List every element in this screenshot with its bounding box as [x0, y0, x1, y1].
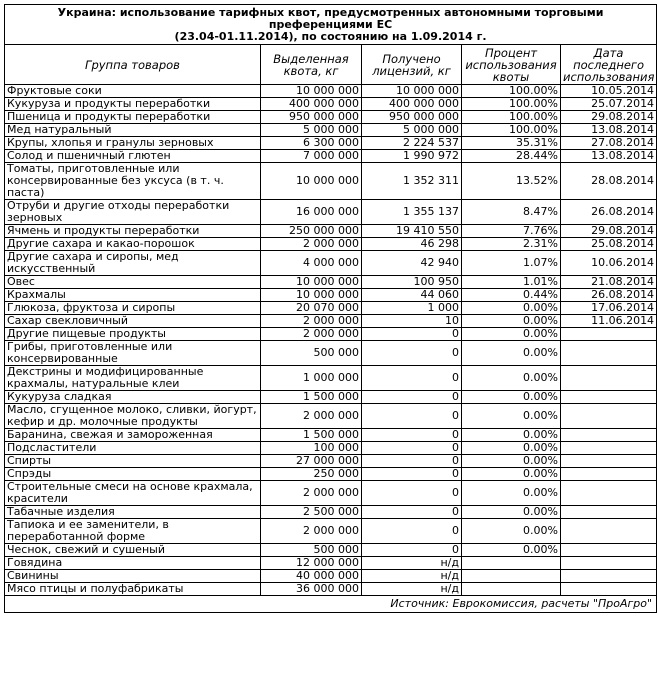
cell-group: Спрэды [5, 468, 261, 481]
cell-group: Тапиока и ее заменители, в переработанной форме [5, 519, 261, 544]
cell-quota: 950 000 000 [261, 111, 362, 124]
title-line-1: Украина: использование тарифных квот, предусмотренных автономными торговыми преференциями ЕС [57, 6, 604, 31]
cell-date: 28.08.2014 [561, 163, 657, 200]
cell-date [561, 429, 657, 442]
table-row [5, 557, 657, 570]
cell-date: 17.06.2014 [561, 302, 657, 315]
cell-percent: 13.52% [462, 163, 561, 200]
cell-percent: 0.00% [462, 442, 561, 455]
cell-licenses: 950 000 000 [362, 111, 462, 124]
table-row [5, 302, 657, 315]
cell-quota: 2 000 000 [261, 404, 362, 429]
cell-licenses: н/д [362, 557, 462, 570]
table-row [5, 341, 657, 366]
quota-table-container [4, 4, 656, 613]
cell-group: Масло, сгущенное молоко, сливки, йогурт, кефир и др. молочные продукты [5, 404, 261, 429]
cell-group: Строительные смеси на основе крахмала, красители [5, 481, 261, 506]
cell-licenses: 400 000 000 [362, 98, 462, 111]
cell-quota: 6 300 000 [261, 137, 362, 150]
table-row [5, 238, 657, 251]
source-note: Источник: Еврокомиссия, расчеты "ПроАгро" [5, 596, 657, 613]
cell-group: Подсластители [5, 442, 261, 455]
cell-group: Кукуруза сладкая [5, 391, 261, 404]
cell-percent: 28.44% [462, 150, 561, 163]
table-row [5, 137, 657, 150]
table-row [5, 544, 657, 557]
cell-percent: 0.00% [462, 366, 561, 391]
cell-date [561, 519, 657, 544]
table-row [5, 455, 657, 468]
cell-date: 26.08.2014 [561, 289, 657, 302]
header-percent: Процент использования квоты [462, 45, 561, 85]
cell-group: Табачные изделия [5, 506, 261, 519]
cell-percent: 0.00% [462, 544, 561, 557]
cell-quota: 2 000 000 [261, 238, 362, 251]
cell-licenses: 0 [362, 404, 462, 429]
cell-percent: 0.00% [462, 506, 561, 519]
table-row [5, 98, 657, 111]
cell-date: 25.07.2014 [561, 98, 657, 111]
cell-date [561, 583, 657, 596]
cell-date: 26.08.2014 [561, 200, 657, 225]
cell-group: Грибы, приготовленные или консервированные [5, 341, 261, 366]
table-row [5, 570, 657, 583]
table-row [5, 481, 657, 506]
cell-date [561, 506, 657, 519]
cell-quota: 2 000 000 [261, 328, 362, 341]
cell-date [561, 455, 657, 468]
cell-licenses: 44 060 [362, 289, 462, 302]
cell-date: 10.06.2014 [561, 251, 657, 276]
cell-date [561, 557, 657, 570]
title-line-2: (23.04-01.11.2014), по состоянию на 1.09.2014 г. [174, 30, 487, 43]
cell-group: Баранина, свежая и замороженная [5, 429, 261, 442]
cell-quota: 2 000 000 [261, 481, 362, 506]
cell-percent: 0.00% [462, 481, 561, 506]
cell-licenses: 42 940 [362, 251, 462, 276]
cell-quota: 40 000 000 [261, 570, 362, 583]
cell-percent: 0.00% [462, 341, 561, 366]
cell-licenses: 19 410 550 [362, 225, 462, 238]
cell-percent: 1.07% [462, 251, 561, 276]
cell-group: Другие сахара и сиропы, мед искусственный [5, 251, 261, 276]
cell-quota: 36 000 000 [261, 583, 362, 596]
cell-percent: 2.31% [462, 238, 561, 251]
cell-date [561, 404, 657, 429]
cell-quota: 2 000 000 [261, 315, 362, 328]
cell-date [561, 544, 657, 557]
table-row [5, 391, 657, 404]
cell-date: 29.08.2014 [561, 225, 657, 238]
cell-licenses: 0 [362, 519, 462, 544]
cell-licenses: 1 000 [362, 302, 462, 315]
cell-percent: 0.00% [462, 519, 561, 544]
cell-date [561, 442, 657, 455]
cell-quota: 10 000 000 [261, 85, 362, 98]
header-date: Дата последнего использования [561, 45, 657, 85]
cell-date: 13.08.2014 [561, 150, 657, 163]
table-row [5, 429, 657, 442]
table-row [5, 442, 657, 455]
cell-quota: 250 000 [261, 468, 362, 481]
cell-group: Другие сахара и какао-порошок [5, 238, 261, 251]
cell-date [561, 481, 657, 506]
table-row [5, 519, 657, 544]
cell-percent: 100.00% [462, 124, 561, 137]
cell-group: Крахмалы [5, 289, 261, 302]
cell-percent: 100.00% [462, 98, 561, 111]
table-row [5, 124, 657, 137]
table-row [5, 506, 657, 519]
table-row [5, 251, 657, 276]
cell-date: 25.08.2014 [561, 238, 657, 251]
cell-quota: 16 000 000 [261, 200, 362, 225]
table-title [5, 5, 657, 45]
table-row [5, 150, 657, 163]
table-row [5, 276, 657, 289]
cell-date: 13.08.2014 [561, 124, 657, 137]
cell-licenses: 1 355 137 [362, 200, 462, 225]
cell-licenses: н/д [362, 570, 462, 583]
cell-group: Овес [5, 276, 261, 289]
source-row [5, 596, 657, 613]
table-row [5, 225, 657, 238]
table-row [5, 315, 657, 328]
cell-quota: 27 000 000 [261, 455, 362, 468]
cell-licenses: 0 [362, 391, 462, 404]
table-title-row [5, 5, 657, 45]
cell-date: 29.08.2014 [561, 111, 657, 124]
table-row [5, 583, 657, 596]
cell-group: Свинины [5, 570, 261, 583]
table-row [5, 289, 657, 302]
cell-group: Ячмень и продукты переработки [5, 225, 261, 238]
table-header-row [5, 45, 657, 85]
cell-licenses: 0 [362, 366, 462, 391]
cell-group: Другие пищевые продукты [5, 328, 261, 341]
cell-group: Мясо птицы и полуфабрикаты [5, 583, 261, 596]
cell-date [561, 468, 657, 481]
cell-percent: 7.76% [462, 225, 561, 238]
cell-percent: 0.00% [462, 404, 561, 429]
cell-group: Глюкоза, фруктоза и сиропы [5, 302, 261, 315]
header-licenses: Получено лицензий, кг [362, 45, 462, 85]
cell-group: Отруби и другие отходы переработки зерновых [5, 200, 261, 225]
cell-quota: 2 000 000 [261, 519, 362, 544]
cell-quota: 2 500 000 [261, 506, 362, 519]
cell-quota: 1 000 000 [261, 366, 362, 391]
cell-group: Кукуруза и продукты переработки [5, 98, 261, 111]
cell-percent: 8.47% [462, 200, 561, 225]
cell-licenses: 0 [362, 506, 462, 519]
cell-date: 10.05.2014 [561, 85, 657, 98]
cell-licenses: 1 990 972 [362, 150, 462, 163]
cell-quota: 7 000 000 [261, 150, 362, 163]
cell-group: Солод и пшеничный глютен [5, 150, 261, 163]
cell-percent: 100.00% [462, 85, 561, 98]
cell-date: 21.08.2014 [561, 276, 657, 289]
cell-group: Пшеница и продукты переработки [5, 111, 261, 124]
cell-licenses: 10 [362, 315, 462, 328]
cell-licenses: 0 [362, 481, 462, 506]
cell-quota: 100 000 [261, 442, 362, 455]
cell-percent [462, 557, 561, 570]
cell-quota: 10 000 000 [261, 163, 362, 200]
cell-licenses: 0 [362, 442, 462, 455]
cell-licenses: 0 [362, 429, 462, 442]
cell-licenses: 0 [362, 468, 462, 481]
cell-percent [462, 583, 561, 596]
cell-group: Спирты [5, 455, 261, 468]
cell-quota: 500 000 [261, 341, 362, 366]
cell-date [561, 391, 657, 404]
cell-group: Фруктовые соки [5, 85, 261, 98]
cell-group: Декстрины и модифицированные крахмалы, натуральные клеи [5, 366, 261, 391]
cell-licenses: 0 [362, 341, 462, 366]
cell-percent: 0.00% [462, 429, 561, 442]
cell-date: 11.06.2014 [561, 315, 657, 328]
cell-date: 27.08.2014 [561, 137, 657, 150]
table-body [5, 85, 657, 596]
cell-percent: 0.00% [462, 391, 561, 404]
cell-percent: 0.00% [462, 455, 561, 468]
cell-percent: 100.00% [462, 111, 561, 124]
cell-licenses: 46 298 [362, 238, 462, 251]
cell-percent: 0.44% [462, 289, 561, 302]
cell-group: Томаты, приготовленные или консервированные без уксуса (в т. ч. паста) [5, 163, 261, 200]
table-row [5, 468, 657, 481]
cell-licenses: 2 224 537 [362, 137, 462, 150]
table-row [5, 85, 657, 98]
cell-licenses: 5 000 000 [362, 124, 462, 137]
cell-quota: 4 000 000 [261, 251, 362, 276]
table-row [5, 163, 657, 200]
table-row [5, 328, 657, 341]
cell-percent: 0.00% [462, 328, 561, 341]
cell-percent [462, 570, 561, 583]
cell-date [561, 366, 657, 391]
cell-group: Крупы, хлопья и гранулы зерновых [5, 137, 261, 150]
header-quota: Выделенная квота, кг [261, 45, 362, 85]
cell-date [561, 328, 657, 341]
cell-quota: 12 000 000 [261, 557, 362, 570]
header-group: Группа товаров [5, 45, 261, 85]
cell-quota: 1 500 000 [261, 429, 362, 442]
cell-group: Говядина [5, 557, 261, 570]
cell-quota: 20 070 000 [261, 302, 362, 315]
cell-group: Сахар свекловичный [5, 315, 261, 328]
cell-date [561, 341, 657, 366]
cell-percent: 1.01% [462, 276, 561, 289]
cell-percent: 0.00% [462, 315, 561, 328]
table-row [5, 111, 657, 124]
cell-licenses: 1 352 311 [362, 163, 462, 200]
cell-licenses: 10 000 000 [362, 85, 462, 98]
cell-date [561, 570, 657, 583]
cell-percent: 0.00% [462, 302, 561, 315]
cell-quota: 10 000 000 [261, 276, 362, 289]
cell-group: Мед натуральный [5, 124, 261, 137]
cell-licenses: н/д [362, 583, 462, 596]
table-row [5, 404, 657, 429]
cell-licenses: 0 [362, 328, 462, 341]
cell-quota: 10 000 000 [261, 289, 362, 302]
cell-percent: 0.00% [462, 468, 561, 481]
cell-quota: 400 000 000 [261, 98, 362, 111]
cell-quota: 5 000 000 [261, 124, 362, 137]
cell-quota: 500 000 [261, 544, 362, 557]
cell-licenses: 100 950 [362, 276, 462, 289]
table-row [5, 366, 657, 391]
cell-licenses: 0 [362, 455, 462, 468]
cell-quota: 1 500 000 [261, 391, 362, 404]
cell-group: Чеснок, свежий и сушеный [5, 544, 261, 557]
cell-percent: 35.31% [462, 137, 561, 150]
table-row [5, 200, 657, 225]
cell-quota: 250 000 000 [261, 225, 362, 238]
quota-table [4, 4, 657, 613]
cell-licenses: 0 [362, 544, 462, 557]
